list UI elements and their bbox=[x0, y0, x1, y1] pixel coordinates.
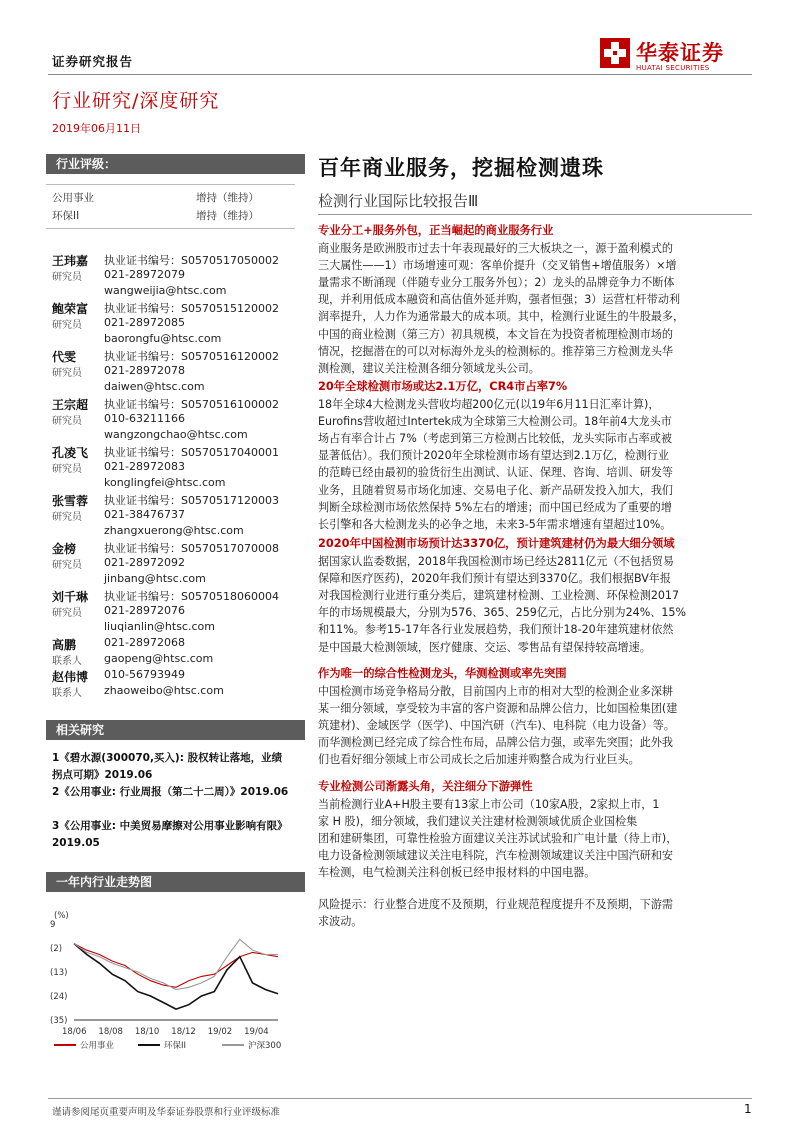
section-text-line: 情况，挖掘潜在的可以对标海外龙头的检测标的。推荐第三方检测龙头华 bbox=[318, 344, 674, 358]
analyst-name: 刘千琳 bbox=[52, 590, 89, 604]
analyst-phone: 010-56793949 bbox=[104, 668, 185, 681]
analyst-name: 王玮嘉 bbox=[52, 254, 89, 268]
brand-name-cn: 华泰证券 bbox=[636, 41, 724, 65]
analyst-cert bbox=[104, 396, 279, 412]
legend-label: 公用事业 bbox=[80, 1041, 115, 1050]
section-text-line: 中国检测市场竞争格局分散，目前国内上市的相对大型的检测企业多深耕 bbox=[318, 685, 674, 698]
rating-value-1: 增持（维持） bbox=[196, 192, 259, 204]
analyst-name: 高鹏 bbox=[52, 638, 77, 652]
cert-label: 执业证书编号： bbox=[104, 350, 181, 363]
analyst-role: 研究员 bbox=[52, 368, 82, 379]
y-tick-label: (35) bbox=[50, 1016, 68, 1026]
y-tick-label: (24) bbox=[50, 992, 68, 1002]
analyst-role: 研究员 bbox=[52, 416, 82, 427]
section-text-line: 量需求不断涌现（伴随专业分工服务外包）；2）龙头的品牌竞争力不断体 bbox=[318, 276, 675, 290]
analyst-email[interactable]: baorongfu@htsc.com bbox=[104, 332, 222, 345]
analyst-role: 联系人 bbox=[52, 656, 82, 667]
analyst-role: 联系人 bbox=[52, 688, 82, 699]
analyst-phone: 021-38476737 bbox=[104, 508, 185, 521]
section-text-line: 场占有率合计占 7%（考虑到第三方检测占比较低，龙头实际市占率或被 bbox=[318, 432, 672, 446]
analyst-cert bbox=[104, 348, 279, 364]
section-text-line: 车检测，电气检测关注科创板已经申报材料的中国电器。 bbox=[318, 866, 596, 880]
analyst-cert bbox=[104, 588, 279, 604]
analyst-email[interactable]: liuqianlin@htsc.com bbox=[104, 620, 215, 633]
related-item-3[interactable]: 3《公用事业: 中美贸易摩擦对公用事业影响有限》2019.05 bbox=[52, 820, 288, 849]
section-text-line: 据国家认监委数据，2018年我国检测市场已经达2811亿元（不包括贸易 bbox=[318, 555, 674, 568]
x-tick-label: 18/10 bbox=[134, 1027, 160, 1037]
section-heading: 20年全球检测市场或达2.1万亿，CR4市占率7% bbox=[318, 380, 568, 393]
section-heading: 2020年中国检测市场预计达3370亿，预计建筑建材仍为最大细分领域 bbox=[318, 537, 675, 550]
analyst-email[interactable]: gaopeng@htsc.com bbox=[104, 652, 214, 665]
series-line-1 bbox=[74, 944, 278, 1010]
section-text-line: 18年全球4大检测龙头营收均超200亿元(以19年6月11日汇率计算)， bbox=[318, 398, 660, 411]
y-axis-unit: (%) bbox=[54, 911, 69, 921]
section-text-line: 电力设备检测领域建议关注电科院，汽车检测领域建议关注中国汽研和安 bbox=[318, 849, 674, 863]
section-text-line: 当前检测行业A+H股主要有13家上市公司（10家A股，2家拟上市，1 bbox=[318, 798, 660, 811]
section-text-line: 年的市场规模最大，分别为576、365、259亿元，占比分别为24%、15% bbox=[318, 606, 686, 620]
analyst-email[interactable]: wangzongchao@htsc.com bbox=[104, 428, 248, 441]
cert-label: 执业证书编号： bbox=[104, 590, 181, 603]
y-tick-label: (13) bbox=[50, 968, 68, 978]
analyst-cert bbox=[104, 252, 279, 268]
analyst-phone: 021-28972083 bbox=[104, 460, 185, 473]
analyst-phone: 021-28972079 bbox=[104, 268, 185, 281]
section-text-line: 商业服务是欧洲股市过去十年表现最好的三大板块之一，源于盈利模式的 bbox=[318, 242, 674, 255]
analyst-phone: 010-63211166 bbox=[104, 412, 185, 425]
analyst-name: 王宗超 bbox=[52, 398, 89, 412]
section-text-line: 润率提升，人力作为通常最大的成本项。其中，检测行业诞生的牛股最多， bbox=[318, 310, 685, 324]
related-item-2[interactable]: 2《公用事业: 行业周报（第二十二周）》2019.06 bbox=[52, 786, 289, 798]
title-divider bbox=[318, 214, 752, 215]
risk-warning-line: 求波动。 bbox=[318, 915, 363, 929]
analyst-name: 孔凌飞 bbox=[52, 446, 89, 460]
footer-divider bbox=[48, 1098, 752, 1099]
section-text-line: 显著低估）。我们预计2020年全球检测市场有望达到2.1万亿，检测行业 bbox=[318, 449, 669, 463]
trend-chart-header: 一年内行业走势图 bbox=[46, 872, 305, 892]
section-text-line: 三大属性——1）市场增速可观：客单价提升（交叉销售+增值服务）×增 bbox=[318, 259, 677, 273]
analyst-email[interactable]: zhangxuerong@htsc.com bbox=[104, 524, 244, 537]
section-text-line: 和11%。参考15-17年各行业发展趋势，我们预计18-20年建筑建材依然 bbox=[318, 623, 674, 637]
rating-sector-2: 环保II bbox=[52, 210, 80, 222]
analyst-phone: 021-28972076 bbox=[104, 604, 185, 617]
cert-number: S0570516120002 bbox=[181, 350, 279, 363]
rating-bottom-divider bbox=[46, 228, 295, 229]
legend-label: 沪深300 bbox=[248, 1041, 282, 1050]
footer-disclaimer: 谨请参阅尾页重要声明及华泰证券股票和行业评级标准 bbox=[52, 1107, 281, 1118]
analyst-role: 研究员 bbox=[52, 608, 82, 619]
section-text-line: 对我国检测行业进行重分类后，建筑建材检测、工业检测、环保检测2017 bbox=[318, 589, 680, 603]
risk-warning-line: 风险提示：行业整合进度不及预期，行业规范程度提升不及预期，下游需 bbox=[318, 898, 674, 911]
analyst-role: 研究员 bbox=[52, 320, 82, 331]
analyst-role: 研究员 bbox=[52, 272, 82, 283]
report-title: 百年商业服务，挖掘检测遗珠 bbox=[318, 156, 604, 180]
cert-number: S0570516100002 bbox=[181, 398, 279, 411]
analyst-email[interactable]: jinbang@htsc.com bbox=[104, 572, 206, 585]
related-item-1[interactable]: 1《碧水源(300070,买入): 股权转让落地，业绩拐点可期》2019.06 bbox=[52, 752, 283, 781]
y-tick-label: 9 bbox=[50, 920, 56, 930]
analyst-email[interactable]: konglingfei@htsc.com bbox=[104, 476, 226, 489]
rating-header: 行业评级： bbox=[46, 154, 305, 174]
header-divider bbox=[48, 74, 752, 75]
section-text-line: 保障和医疗医药)，2020年我们预计有望达到3370亿。我们根据BV年报 bbox=[318, 572, 671, 586]
analyst-email[interactable]: zhaoweibo@htsc.com bbox=[104, 684, 224, 697]
section-text-line: Eurofins营收超过Intertek成为全球第三大检测公司。18年前4大龙头市 bbox=[318, 415, 672, 429]
x-tick-label: 18/06 bbox=[62, 1027, 87, 1037]
analyst-name: 赵伟博 bbox=[52, 670, 89, 684]
cert-label: 执业证书编号： bbox=[104, 542, 181, 555]
report-category: 行业研究/深度研究 bbox=[52, 90, 220, 112]
analyst-name: 张雪蓉 bbox=[52, 494, 89, 508]
analyst-phone: 021-28972085 bbox=[104, 316, 185, 329]
cert-label: 执业证书编号： bbox=[104, 398, 181, 411]
section-text-line: 业务，且随着贸易市场化加速、交易电子化、新产品研发投入加大，我们 bbox=[318, 483, 674, 497]
section-text-line: 中国的商业检测（第三方）初具规模，本文旨在为投资者梳理检测市场的 bbox=[318, 327, 674, 341]
section-text-line: 判断全球检测市场依然保持 5%左右的增速；而中国已经成为了重要的增 bbox=[318, 500, 672, 514]
analyst-role: 研究员 bbox=[52, 512, 82, 523]
analyst-role: 研究员 bbox=[52, 464, 82, 475]
section-text-line: 现，并利用低成本融资和高估值外延并购，强者恒强；3）运营杠杆带动利 bbox=[318, 293, 681, 307]
cert-label: 执业证书编号： bbox=[104, 254, 181, 267]
cert-label: 执业证书编号： bbox=[104, 494, 181, 507]
x-tick-label: 18/12 bbox=[171, 1027, 196, 1037]
rating-value-2: 增持（维持） bbox=[196, 210, 259, 222]
page-number: 1 bbox=[744, 1102, 752, 1116]
section-heading: 作为唯一的综合性检测龙头，华测检测或率先突围 bbox=[318, 667, 567, 680]
section-text-line: 团和建研集团，可靠性检验方面建议关注苏试试验和广电计量（待上市)， bbox=[318, 832, 678, 846]
publish-date: 2019年06月11日 bbox=[52, 122, 141, 135]
analyst-name: 金榜 bbox=[52, 542, 77, 556]
section-text-line: 是中国最大检测领域，医疗健康、交运、零售品有望保持较高增速。 bbox=[318, 640, 651, 654]
section-text-line: 长引擎和各大检测龙头的必争之地，未来3-5年需求增速有望超过10%。 bbox=[318, 517, 672, 531]
section-text-line: 而华测检测已经完成了综合性布局，品牌公信力强，或率先突围；此外我 bbox=[318, 736, 674, 750]
section-text-line: 筑建材)、金域医学（医学)、中国汽研（汽车)、电科院（电力设备）等。 bbox=[318, 719, 675, 733]
cert-number: S0570517050002 bbox=[181, 254, 279, 267]
analyst-email[interactable]: wangweijia@htsc.com bbox=[104, 284, 227, 297]
section-heading: 专业分工+服务外包，正当崛起的商业服务行业 bbox=[318, 224, 554, 237]
section-text-line: 们也看好细分领域上市公司成长之后加速并购整合成为行业巨头。 bbox=[318, 753, 640, 767]
analyst-phone: 021-28972092 bbox=[104, 556, 185, 569]
cert-label: 执业证书编号： bbox=[104, 446, 181, 459]
series-line-2 bbox=[74, 939, 278, 989]
analyst-email[interactable]: daiwen@htsc.com bbox=[104, 380, 205, 393]
brand-name-en: HUATAI SECURITIES bbox=[636, 64, 710, 72]
x-tick-label: 18/08 bbox=[98, 1027, 123, 1037]
cert-label: 执业证书编号： bbox=[104, 302, 181, 315]
analyst-phone: 021-28972078 bbox=[104, 364, 185, 377]
cert-number: S0570517070008 bbox=[181, 542, 279, 555]
analyst-cert bbox=[104, 540, 279, 556]
cert-number: S0570517120003 bbox=[181, 494, 279, 507]
cert-number: S0570515120002 bbox=[181, 302, 279, 315]
analyst-cert bbox=[104, 300, 279, 316]
y-tick-label: (2) bbox=[50, 944, 63, 954]
section-text-line: 的范畴已经由最初的验货衍生出测试、认证、保理、咨询、培训、研发等 bbox=[318, 466, 674, 480]
x-tick-label: 19/02 bbox=[207, 1027, 233, 1037]
analyst-name: 鲍荣富 bbox=[52, 302, 89, 316]
analyst-role: 研究员 bbox=[52, 560, 82, 571]
section-text-line: 测检测，建议关注检测各细分领域龙头公司。 bbox=[318, 361, 540, 375]
related-research-header: 相关研究 bbox=[46, 720, 305, 740]
rating-sector-1: 公用事业 bbox=[52, 192, 94, 204]
analyst-cert bbox=[104, 492, 279, 508]
series-line-0 bbox=[74, 944, 278, 988]
trend-line-chart bbox=[46, 904, 296, 1050]
section-text-line: 某一细分领域，享受较为丰富的客户资源和品牌公信力，比如国检集团(建 bbox=[318, 702, 678, 716]
analyst-cert bbox=[104, 444, 279, 460]
x-tick-label: 19/04 bbox=[244, 1027, 269, 1037]
cert-number: S0570517040001 bbox=[181, 446, 279, 459]
section-heading: 专业检测公司渐露头角，关注细分下游弹性 bbox=[318, 780, 533, 793]
section-text-line: 家 H 股)，细分领域，我们建议关注建材检测领域优质企业国检集 bbox=[318, 815, 638, 829]
analyst-phone: 021-28972068 bbox=[104, 636, 185, 649]
legend-label: 环保II bbox=[164, 1041, 187, 1050]
analyst-name: 代雯 bbox=[52, 350, 77, 364]
huatai-logo-icon bbox=[600, 38, 630, 68]
rating-divider bbox=[46, 184, 295, 185]
report-subtitle: 检测行业国际比较报告Ⅲ bbox=[318, 192, 479, 210]
report-type-label: 证券研究报告 bbox=[52, 54, 134, 69]
cert-number: S0570518060004 bbox=[181, 590, 279, 603]
